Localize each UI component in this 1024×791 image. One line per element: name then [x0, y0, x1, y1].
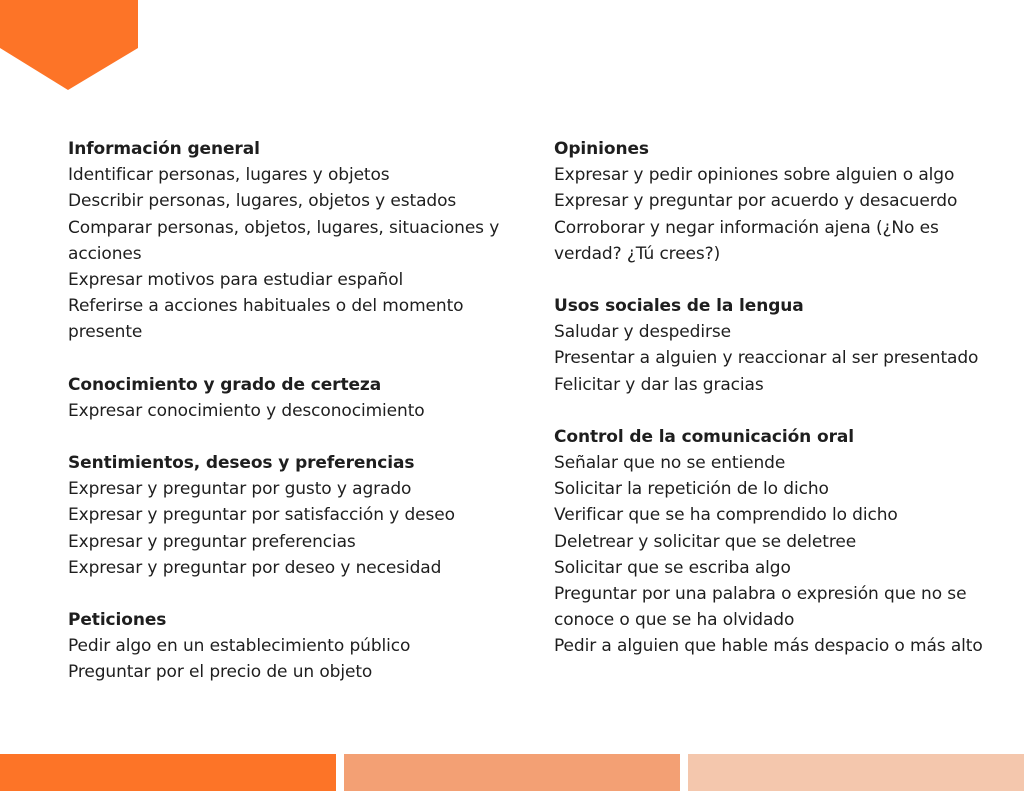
list-item: Expresar y preguntar preferencias: [68, 531, 356, 552]
bottom-bar-orange: [0, 754, 336, 791]
list-item: Expresar y preguntar por deseo y necesidad: [68, 557, 442, 578]
list-item: Deletrear y solicitar que se deletree: [554, 531, 857, 552]
section-title: Peticiones: [68, 610, 167, 631]
list-item: Corroborar y negar información ajena (¿No es verdad? ¿Tú crees?): [554, 217, 939, 264]
section-item-list: [68, 162, 508, 345]
section-item-list: [554, 450, 994, 660]
list-item: Solicitar que se escriba algo: [554, 557, 791, 578]
section-item-list: [68, 633, 508, 685]
list-item: Expresar motivos para estudiar español: [68, 270, 404, 291]
section-title: Sentimientos, deseos y preferencias: [68, 453, 415, 474]
section-title: Usos sociales de la lengua: [554, 296, 804, 317]
section-title: Control de la comunicación oral: [554, 426, 854, 447]
list-item: Expresar y preguntar por satisfacción y deseo: [68, 505, 455, 526]
list-item: Preguntar por el precio de un objeto: [68, 662, 373, 683]
section-title: Opiniones: [554, 139, 649, 159]
list-item: Felicitar y dar las gracias: [554, 374, 764, 395]
section: [68, 372, 508, 424]
bottom-bar-salmon: [344, 754, 680, 791]
section-title: Información general: [68, 139, 260, 159]
bottom-color-bars: [0, 754, 1024, 791]
section: [554, 136, 994, 267]
section: [554, 293, 994, 398]
list-item: Expresar y preguntar por acuerdo y desacuerdo: [554, 191, 958, 212]
corner-chevron-banner: [0, 0, 138, 90]
section-item-list: [554, 162, 994, 267]
list-item: Saludar y despedirse: [554, 322, 731, 343]
section-title: Conocimiento y grado de certeza: [68, 374, 382, 395]
section: [68, 607, 508, 686]
list-item: Describir personas, lugares, objetos y estados: [68, 191, 457, 212]
left-column: [68, 136, 508, 712]
list-item: Expresar y preguntar por gusto y agrado: [68, 479, 412, 500]
list-item: Pedir a alguien que hable más despacio o más alto: [554, 636, 983, 657]
list-item: Solicitar la repetición de lo dicho: [554, 479, 829, 500]
list-item: Preguntar por una palabra o expresión que no se conoce o que se ha olvidado: [554, 584, 967, 631]
list-item: Presentar a alguien y reaccionar al ser presentado: [554, 348, 979, 369]
section: [554, 424, 994, 660]
list-item: Comparar personas, objetos, lugares, situaciones y acciones: [68, 217, 500, 264]
section-item-list: [68, 398, 508, 424]
list-item: Verificar que se ha comprendido lo dicho: [554, 505, 898, 526]
section: [68, 136, 508, 346]
section: [68, 450, 508, 581]
section-item-list: [554, 319, 994, 398]
bottom-bar-peach: [688, 754, 1024, 791]
list-item: Identificar personas, lugares y objetos: [68, 165, 390, 186]
section-item-list: [68, 476, 508, 581]
list-item: Señalar que no se entiende: [554, 453, 786, 474]
list-item: Pedir algo en un establecimiento público: [68, 636, 411, 657]
list-item: Expresar conocimiento y desconocimiento: [68, 400, 425, 421]
list-item: Expresar y pedir opiniones sobre alguien o algo: [554, 165, 955, 186]
right-column: [554, 136, 994, 686]
list-item: Referirse a acciones habituales o del momento presente: [68, 296, 464, 343]
